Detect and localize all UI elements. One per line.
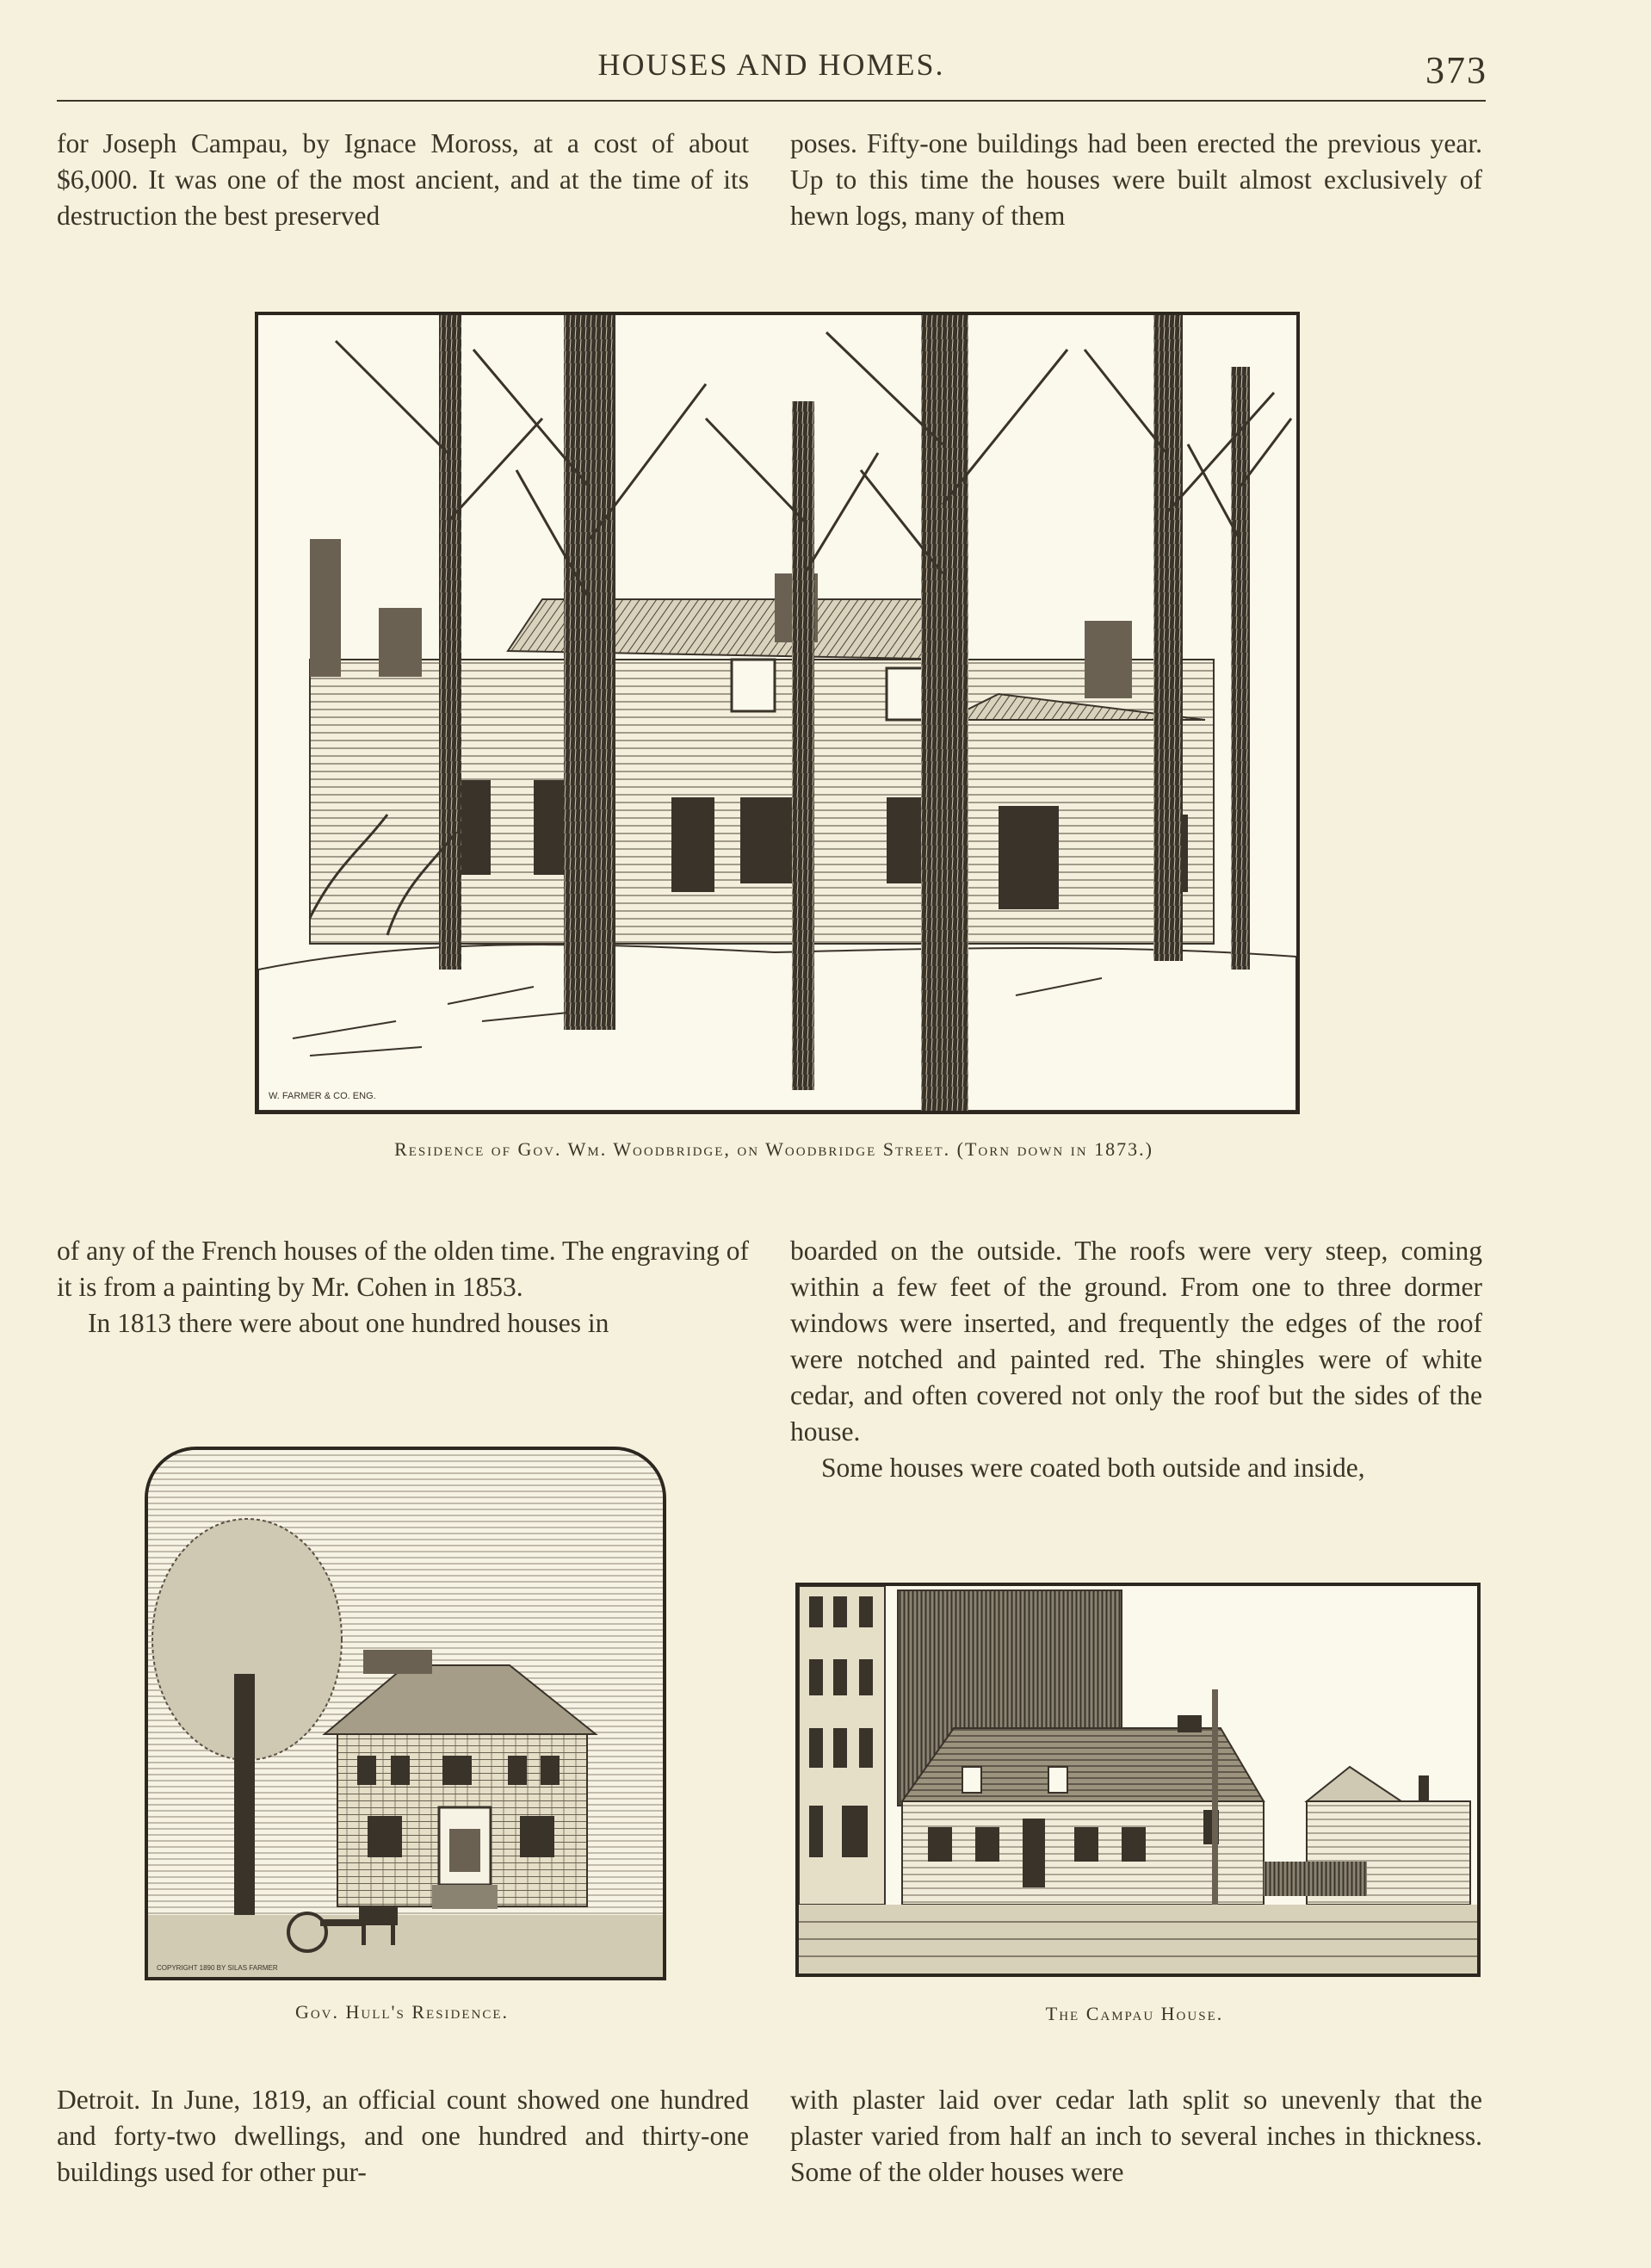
hull-caption: Gov. Hull's Residence. <box>294 2001 510 2023</box>
text-top-left <box>57 126 749 234</box>
paragraph: Some houses were coated both outside and inside, <box>821 1453 1365 1483</box>
copyright-note: COPYRIGHT 1890 BY SILAS FARMER <box>157 1964 278 1972</box>
running-head <box>57 43 1486 102</box>
paragraph: poses. Fifty-one buildings had been erected the previous year. Up to this time the houses were built almost exclusively of hewn logs, many of them <box>790 128 1482 231</box>
woodbridge-caption: Residence of Gov. Wm. Woodbridge, on Woodbridge Street. (Torn down in 1873.) <box>394 1138 1153 1160</box>
paragraph: In 1813 there were about one hundred houses in <box>88 1308 609 1338</box>
text-mid-left <box>57 1233 749 1342</box>
campau-house-engraving <box>795 1583 1481 1977</box>
paragraph: of any of the French houses of the olden time. The engraving of it is from a painting by Mr. Cohen in 1853. <box>57 1236 749 1302</box>
engraving-drawing <box>148 1450 663 1977</box>
campau-caption: The Campau House. <box>1045 2003 1224 2024</box>
paragraph: with plaster laid over cedar lath split so unevenly that the plaster varied from half an inch to several inches in thickness. Some of the older houses were <box>790 2085 1482 2187</box>
text-mid-right <box>790 1233 1482 1486</box>
paragraph: Detroit. In June, 1819, an official count showed one hundred and forty-two dwellings, and one hundred and thirty-one buildings used for other pur- <box>57 2085 749 2187</box>
running-title: HOUSES AND HOMES. <box>597 47 945 82</box>
paragraph: boarded on the outside. The roofs were very steep, coming within a few feet of the ground. From one to three dormer windows were inserted, and frequently the edges of the roof were notched and painted red. The shingles were of white cedar, and often covered not only the roof but the sides of the house. <box>790 1236 1482 1447</box>
paragraph: for Joseph Campau, by Ignace Moross, at a cost of about $6,000. It was one of the most ancient, and at the time of its destruction the best preserved <box>57 128 749 231</box>
page-number: 373 <box>1425 49 1487 91</box>
text-bottom-right <box>790 2082 1482 2191</box>
woodbridge-residence-engraving <box>255 312 1300 1114</box>
hull-residence-engraving <box>145 1447 666 1980</box>
engraver-credit: W. FARMER & CO. ENG. <box>269 1091 376 1101</box>
text-top-right <box>790 126 1482 234</box>
text-bottom-left <box>57 2082 749 2191</box>
engraving-drawing <box>258 315 1296 1111</box>
engraving-drawing <box>799 1586 1477 1974</box>
